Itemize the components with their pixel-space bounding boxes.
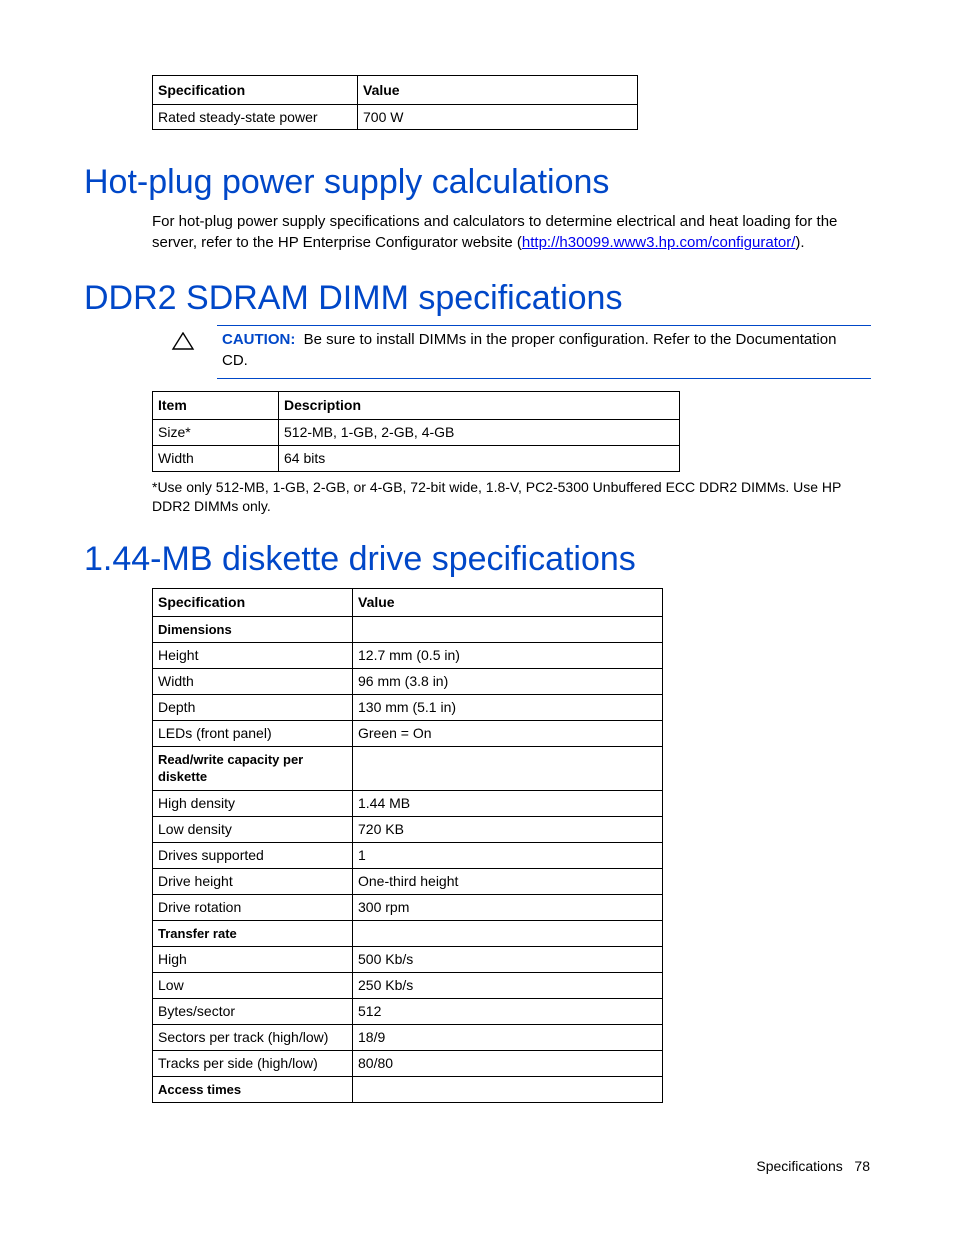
table-cell: 12.7 mm (0.5 in) <box>353 643 663 669</box>
table-row <box>153 947 663 973</box>
table-header-row <box>153 589 663 617</box>
table-cell: High <box>153 947 353 973</box>
group-label-cell: Access times <box>153 1077 353 1103</box>
table-cell: Bytes/sector <box>153 999 353 1025</box>
table-cell: 1 <box>353 843 663 869</box>
caution-icon <box>171 332 195 355</box>
table-cell: 512 <box>353 999 663 1025</box>
table-row <box>153 895 663 921</box>
table-cell: Width <box>153 669 353 695</box>
hotplug-text-end: ). <box>795 234 805 251</box>
table-row <box>153 446 680 472</box>
header-cell: Specification <box>153 76 358 105</box>
table-cell: 18/9 <box>353 1025 663 1051</box>
table-cell: Size* <box>153 420 279 446</box>
hotplug-heading: Hot-plug power supply calculations <box>84 163 610 201</box>
table-row <box>153 643 663 669</box>
table-cell: Green = On <box>353 721 663 747</box>
table-cell: Sectors per track (high/low) <box>153 1025 353 1051</box>
table-cell: LEDs (front panel) <box>153 721 353 747</box>
page-footer <box>700 1158 870 1174</box>
table-cell: 64 bits <box>279 446 680 472</box>
page-number: 78 <box>854 1158 870 1174</box>
table-cell: Width <box>153 446 279 472</box>
group-label-cell: Read/write capacity per diskette <box>153 747 353 791</box>
table-cell: High density <box>153 791 353 817</box>
table-cell: 250 Kb/s <box>353 973 663 999</box>
table-row <box>153 999 663 1025</box>
hotplug-paragraph <box>152 211 864 253</box>
table-cell: Drive height <box>153 869 353 895</box>
header-cell: Value <box>358 76 638 105</box>
power-spec-table <box>152 75 638 130</box>
table-cell: Depth <box>153 695 353 721</box>
table-cell: Height <box>153 643 353 669</box>
table-row <box>153 817 663 843</box>
table-cell: Low <box>153 973 353 999</box>
table-row <box>153 695 663 721</box>
table-header-row <box>153 392 680 420</box>
table-row <box>153 1025 663 1051</box>
footer-section: Specifications <box>756 1158 843 1174</box>
table-row <box>153 747 663 791</box>
header-cell: Item <box>153 392 279 420</box>
table-row <box>153 1077 663 1103</box>
caution-label: CAUTION: <box>222 331 296 348</box>
table-row <box>153 1051 663 1077</box>
header-cell: Specification <box>153 589 353 617</box>
table-row <box>153 791 663 817</box>
table-cell <box>353 747 663 791</box>
group-label-cell: Dimensions <box>153 617 353 643</box>
dimm-spec-table <box>152 391 680 472</box>
table-row <box>153 669 663 695</box>
table-header-row <box>153 76 638 105</box>
table-cell: 700 W <box>358 105 638 130</box>
table-cell <box>353 921 663 947</box>
group-label-cell: Transfer rate <box>153 921 353 947</box>
table-cell: 512-MB, 1-GB, 2-GB, 4-GB <box>279 420 680 446</box>
table-cell <box>353 1077 663 1103</box>
table-row <box>153 617 663 643</box>
table-row <box>153 105 638 130</box>
table-row <box>153 973 663 999</box>
table-cell: Low density <box>153 817 353 843</box>
diskette-heading: 1.44-MB diskette drive specifications <box>84 540 636 578</box>
table-cell: 300 rpm <box>353 895 663 921</box>
table-row <box>153 420 680 446</box>
table-cell: 1.44 MB <box>353 791 663 817</box>
header-cell: Description <box>279 392 680 420</box>
caution-text: Be sure to install DIMMs in the proper configuration. Refer to the Documentation CD. <box>222 331 837 369</box>
table-cell: Drive rotation <box>153 895 353 921</box>
table-cell: One-third height <box>353 869 663 895</box>
table-cell: Drives supported <box>153 843 353 869</box>
hotplug-text: For hot-plug power supply specifications and calculators to determine electrical and heat loading for the server, refer to the HP Enterprise Configurator website ( <box>152 213 838 251</box>
table-cell: 720 KB <box>353 817 663 843</box>
table-cell: 96 mm (3.8 in) <box>353 669 663 695</box>
table-row <box>153 921 663 947</box>
header-cell: Value <box>353 589 663 617</box>
table-row <box>153 721 663 747</box>
caution-paragraph <box>222 329 862 371</box>
table-row <box>153 869 663 895</box>
diskette-spec-table <box>152 588 663 1103</box>
table-row <box>153 843 663 869</box>
table-cell: 80/80 <box>353 1051 663 1077</box>
ddr2-heading: DDR2 SDRAM DIMM specifications <box>84 279 623 317</box>
table-cell <box>353 617 663 643</box>
table-cell: 130 mm (5.1 in) <box>353 695 663 721</box>
dimm-note: *Use only 512-MB, 1-GB, 2-GB, or 4-GB, 72-bit wide, 1.8-V, PC2-5300 Unbuffered ECC DDR2 DIMMs. Use HP DDR2 DIMMs only. <box>152 479 842 514</box>
table-cell: Tracks per side (high/low) <box>153 1051 353 1077</box>
table-cell: 500 Kb/s <box>353 947 663 973</box>
configurator-link[interactable]: http://h30099.www3.hp.com/configurator/ <box>521 234 796 251</box>
table-cell: Rated steady-state power <box>153 105 358 130</box>
